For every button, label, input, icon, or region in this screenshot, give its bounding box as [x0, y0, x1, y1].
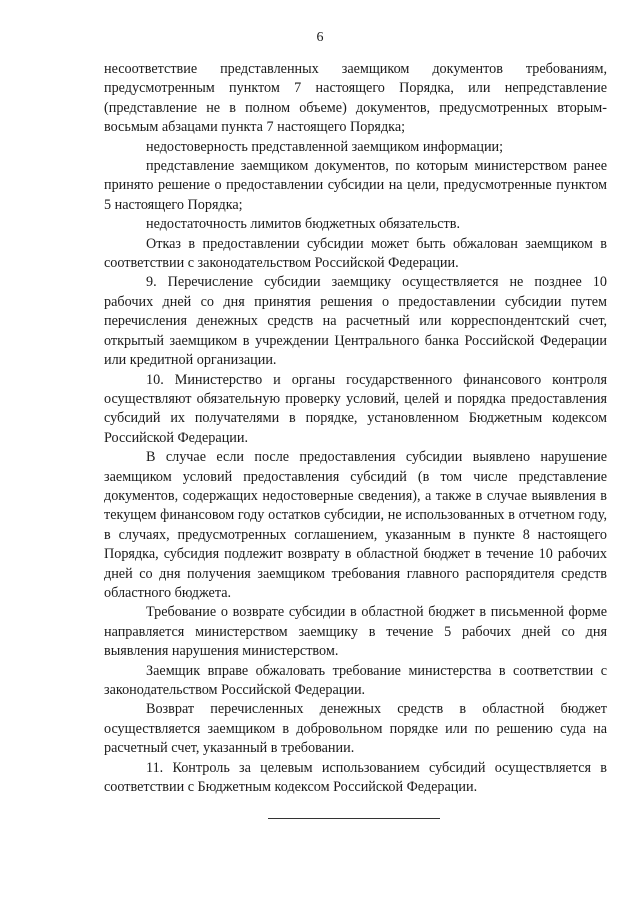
paragraph-violation-return: В случае если после предоставления субсидии выявлено нарушение заемщиком условий предоставления субсидий (в том числе представление документов, содержащих недостоверные сведения), а также в случае выявления в текущем финансовом году остатков субсидии, не использованных в отчетном году, в случаях, предусмотренных соглашением, указанным в пункте 8 настоящего Порядка, субсидия подлежит возврату в областной бюджет в течение 10 рабочих дней со дня получения заемщиком требования главного распорядителя средств областного бюджета. [104, 449, 607, 601]
paragraph-continuation: несоответствие представленных заемщиком документов требованиям, предусмотренным пунктом 7 настоящего Порядка, или непредставление (представление не в полном объеме) документов, предусмотренных вторым-восьмым абзацами пункта 7 настоящего Порядка; [104, 61, 607, 136]
closing-divider [268, 818, 440, 819]
paragraph-unreliable-info: недостоверность представленной заемщиком информации; [146, 138, 504, 155]
paragraph-prior-decision: представление заемщиком документов, по которым министерством ранее принято решение о предоставлении субсидии на цели, предусмотренные пунктом 5 настоящего Порядка; [104, 158, 607, 213]
paragraph-refund-procedure: Возврат перечисленных денежных средств в областной бюджет осуществляется заемщиком в добровольном порядке или по решению суда на расчетный счет, указанный в требовании. [104, 701, 607, 757]
document-body [104, 60, 607, 797]
paragraph-appeal-demand: Заемщик вправе обжаловать требование министерства в соответствии с законодательством Российской Федерации. [104, 662, 607, 698]
paragraph-item-11: 11. Контроль за целевым использованием субсидий осуществляется в соответствии с Бюджетным кодексом Российской Федерации. [104, 759, 607, 796]
page-number: 6 [316, 30, 324, 45]
paragraph-item-9: 9. Перечисление субсидии заемщику осуществляется не позднее 10 рабочих дней со дня принятия решения о предоставлении субсидии путем перечисления денежных средств на расчетный или корреспондентский счет, открытый заемщиком в учреждении Центрального банка Российской Федерации или кредитной организации. [104, 274, 607, 369]
paragraph-insufficient-limits: недостаточность лимитов бюджетных обязательств. [146, 216, 460, 233]
paragraph-item-10: 10. Министерство и органы государственного финансового контроля осуществляют обязательную проверку условий, целей и порядка предоставления субсидий их получателями в порядке, установленном Бюджетным кодексом Российской Федерации. [104, 371, 607, 446]
paragraph-return-demand: Требование о возврате субсидии в областной бюджет в письменной форме направляется министерством заемщику в течение 5 рабочих дней со дня выявления нарушения министерством. [104, 604, 607, 660]
paragraph-appeal-refusal: Отказ в предоставлении субсидии может быть обжалован заемщиком в соответствии с законодательством Российской Федерации. [104, 235, 607, 272]
